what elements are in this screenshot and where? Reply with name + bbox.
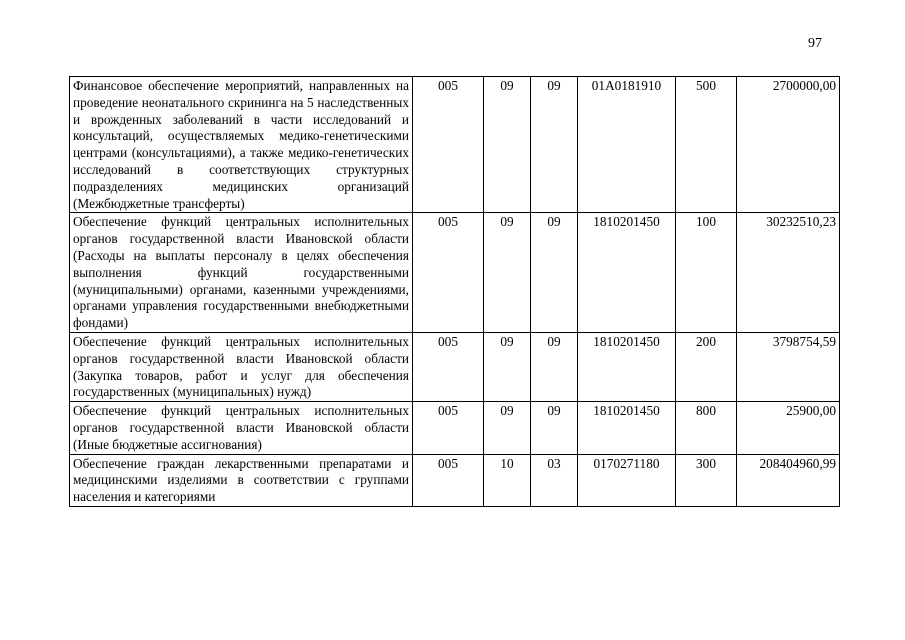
- row-description: Обеспечение функций центральных исполнительных органов государственной власти Ивановской области (Расходы на выплаты персоналу в целях обеспечения выполнения функций государственными (муниципальными) органами, казенными учреждениями, органами управления государственными внебюджетными фондами): [70, 213, 413, 333]
- row-description: Обеспечение граждан лекарственными препаратами и медицинскими изделиями в соответствии с группами населения и категориями: [70, 454, 413, 506]
- row-target: 1810201450: [578, 332, 676, 401]
- table-row: [70, 454, 840, 506]
- table-row: [70, 332, 840, 401]
- row-expense-type: 800: [676, 402, 737, 454]
- row-amount: 25900,00: [737, 402, 840, 454]
- row-subsection: 09: [531, 332, 578, 401]
- row-code: 005: [413, 332, 484, 401]
- row-section: 10: [484, 454, 531, 506]
- row-target: 1810201450: [578, 402, 676, 454]
- row-section: 09: [484, 402, 531, 454]
- row-expense-type: 200: [676, 332, 737, 401]
- row-subsection: 09: [531, 213, 578, 333]
- row-subsection: 09: [531, 402, 578, 454]
- row-amount: 2700000,00: [737, 77, 840, 213]
- row-description: Обеспечение функций центральных исполнительных органов государственной власти Ивановской области (Закупка товаров, работ и услуг для обеспечения государственных (муниципальных) нужд): [70, 332, 413, 401]
- row-section: 09: [484, 332, 531, 401]
- row-expense-type: 300: [676, 454, 737, 506]
- row-description: Обеспечение функций центральных исполнительных органов государственной власти Ивановской области (Иные бюджетные ассигнования): [70, 402, 413, 454]
- budget-table: [69, 76, 840, 507]
- row-expense-type: 500: [676, 77, 737, 213]
- row-subsection: 09: [531, 77, 578, 213]
- row-amount: 3798754,59: [737, 332, 840, 401]
- row-amount: 208404960,99: [737, 454, 840, 506]
- row-section: 09: [484, 77, 531, 213]
- row-target: 01А0181910: [578, 77, 676, 213]
- row-code: 005: [413, 77, 484, 213]
- table-row: [70, 402, 840, 454]
- table-row: [70, 77, 840, 213]
- row-amount: 30232510,23: [737, 213, 840, 333]
- page-number: 97: [808, 36, 822, 51]
- table-row: [70, 213, 840, 333]
- row-expense-type: 100: [676, 213, 737, 333]
- row-target: 1810201450: [578, 213, 676, 333]
- row-section: 09: [484, 213, 531, 333]
- row-code: 005: [413, 402, 484, 454]
- row-code: 005: [413, 213, 484, 333]
- row-code: 005: [413, 454, 484, 506]
- row-description: Финансовое обеспечение мероприятий, направленных на проведение неонатального скрининга на 5 наследственных и врожденных заболеваний в части исследований и консультаций, осуществляемых медико-генетическими центрами (консультациями), а также медико-генетических исследований в соответствующих структурных подразделениях медицинских организаций (Межбюджетные трансферты): [70, 77, 413, 213]
- row-subsection: 03: [531, 454, 578, 506]
- row-target: 0170271180: [578, 454, 676, 506]
